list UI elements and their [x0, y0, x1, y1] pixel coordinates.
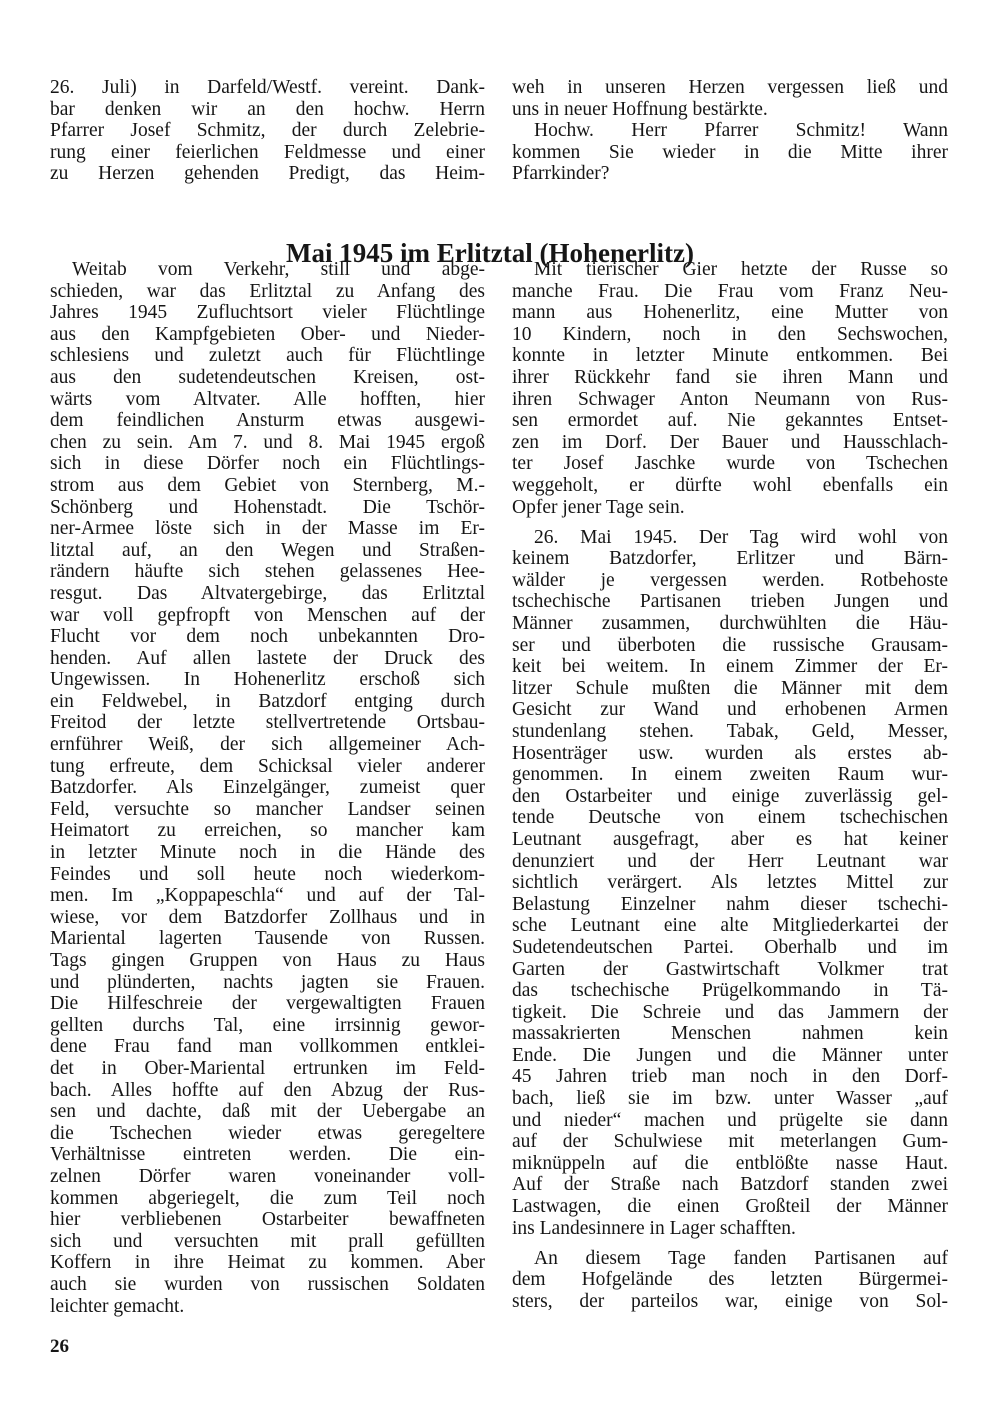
text-line: auch sie wurden von russischen Soldaten: [50, 1273, 485, 1295]
text-line: massakrierten Menschen nahmen kein: [512, 1023, 948, 1045]
text-line: det in Ober-Mariental ertrunken im Feld-: [50, 1057, 485, 1079]
text-line: litztal auf, an den Wegen und Straßen-: [50, 539, 485, 561]
paragraph: [50, 77, 485, 185]
text-line: sche Leutnant eine alte Mitgliederkartei der: [512, 915, 948, 937]
text-line: leichter gemacht.: [50, 1295, 185, 1317]
text-line: Gesicht zur Wand und erhobenen Armen: [512, 699, 948, 721]
page-number: 26: [50, 1336, 69, 1357]
text-line: kommen Sie wieder in die Mitte ihrer: [512, 141, 948, 163]
text-line: Hosenträger usw. wurden als erstes ab-: [512, 742, 948, 764]
text-line: zelnen Dörfer waren voneinander voll-: [50, 1165, 485, 1187]
text-line: Belastung Einzelner nahm dieser tschechi-: [512, 893, 948, 915]
text-line: Schönberg und Hohenstadt. Die Tschör-: [50, 496, 485, 518]
text-line: Mit tierischer Gier hetzte der Russe so: [534, 259, 948, 280]
text-line: und plünderten, nachts jagten sie Frauen.: [50, 971, 485, 993]
text-line: schieden, war das Erlitztal zu Anfang des: [50, 280, 485, 302]
text-line: Pfarrkinder?: [512, 163, 610, 185]
paragraph: [512, 527, 948, 1240]
text-line: mann aus Hohenerlitz, eine Mutter von: [512, 302, 948, 324]
text-line: manche Frau. Die Frau vom Franz Neu-: [512, 280, 948, 302]
text-line: men. Im „Koppapeschla“ und auf der Tal-: [50, 885, 485, 907]
text-line: An diesem Tage fanden Partisanen auf: [534, 1247, 948, 1269]
text-line: rändern häufte sich stehen gelassenes Hee-: [50, 561, 485, 583]
intro-column-left: [50, 77, 485, 185]
text-line: zu Herzen gehenden Predigt, das Heim-: [50, 163, 485, 185]
text-line: 45 Jahren trieb man noch in den Dorf-: [512, 1066, 948, 1088]
text-line: tschechische Partisanen trieben Jungen und: [512, 591, 948, 613]
text-line: Hochw. Herr Pfarrer Schmitz! Wann: [534, 120, 948, 142]
text-line: sich und versuchten mit prall gefüllten: [50, 1230, 485, 1252]
text-line: chen zu sein. Am 7. und 8. Mai 1945 ergoß: [50, 431, 485, 453]
text-line: bach, ließ sie im bzw. unter Wasser „auf: [512, 1088, 948, 1110]
text-line: miknüppeln auf die entblößte nasse Haut.: [512, 1152, 948, 1174]
text-line: konnte in letzter Minute entkommen. Bei: [512, 345, 948, 367]
text-line: aus den Kampfgebieten Ober- und Nieder-: [50, 323, 485, 345]
text-line: gellten durchs Tal, eine irrsinnig gewor-: [50, 1014, 485, 1036]
text-line: Männer zusammen, durchwühlten die Häu-: [512, 613, 948, 634]
intro-column-right: [512, 77, 948, 185]
text-line: Ungewissen. In Hohenerlitz erschoß sich: [50, 669, 485, 691]
text-line: bar denken wir an den hochw. Herrn: [50, 98, 485, 120]
text-line: Mariental lagerten Tausende von Russen.: [50, 928, 485, 950]
text-line: sen und dachte, daß mit der Uebergabe an: [50, 1101, 485, 1123]
text-line: ser und überboten die russische Grausam-: [512, 634, 948, 656]
text-line: Jahres 1945 Zufluchtsort vieler Flüchtlinge: [50, 302, 485, 324]
text-line: Batzdorfer. Als Einzelgänger, zumeist quer: [50, 777, 485, 799]
paragraph: [512, 1248, 948, 1313]
text-line: Feld, versuchte so mancher Landser seinen: [50, 798, 485, 820]
text-line: wälder je vergessen werden. Rotbehoste: [512, 569, 948, 591]
text-line: Weitab vom Verkehr, still und abge-: [72, 259, 485, 280]
text-line: in letzter Minute noch in die Hände des: [50, 842, 485, 864]
text-line: dem Hofgelände des letzten Bürgermei-: [512, 1269, 948, 1291]
text-line: Garten der Gastwirtschaft Volkmer trat: [512, 958, 948, 980]
text-line: den Ostarbeiter und einige zuverlässig gel-: [512, 785, 948, 807]
text-line: strom aus dem Gebiet von Sternberg, M.-: [50, 474, 485, 496]
text-line: henden. Auf allen lastete der Druck des: [50, 647, 485, 669]
text-line: Auf der Straße nach Batzdorf standen zwei: [512, 1174, 948, 1196]
text-line: tigkeit. Die Schreie und das Jammern der: [512, 1001, 948, 1023]
text-line: tung erfreute, dem Schicksal vieler anderer: [50, 755, 485, 777]
text-line: sen ermordet auf. Nie gekanntes Entset-: [512, 410, 948, 432]
text-line: sich in diese Dörfer noch ein Flüchtlings-: [50, 453, 485, 475]
text-line: dene Frau fand man vollkommen entklei-: [50, 1036, 485, 1058]
text-line: stundenlang stehen. Tabak, Geld, Messer,: [512, 720, 948, 742]
text-line: 10 Kindern, noch in den Sechswochen,: [512, 323, 948, 345]
article-column-right: [512, 259, 948, 1313]
text-line: Verhältnisse eintreten werden. Die ein-: [50, 1144, 485, 1166]
article-title: Mai 1945 im Erlitztal (Hohenerlitz): [286, 238, 694, 269]
text-line: Leutnant ausgefragt, aber es hat keiner: [512, 828, 948, 850]
text-line: ter Josef Jaschke wurde von Tschechen: [512, 453, 948, 475]
text-line: ernführer Weiß, der sich allgemeiner Ach-: [50, 734, 485, 756]
text-line: weggeholt, er dürfte wohl ebenfalls ein: [512, 474, 948, 496]
article-column-left: [50, 259, 485, 1317]
text-line: keinem Batzdorfer, Erlitzer und Bärn-: [512, 548, 948, 570]
text-line: war voll gepfropft von Menschen auf der: [50, 604, 485, 626]
text-line: ein Feldwebel, in Batzdorf entging durch: [50, 690, 485, 712]
text-line: Sudetendeutschen Partei. Oberhalb und im: [512, 936, 948, 958]
paragraph: [512, 77, 948, 120]
paragraph: [512, 120, 948, 185]
text-line: genommen. In einem zweiten Raum wur-: [512, 764, 948, 786]
text-line: rung einer feierlichen Feldmesse und einer: [50, 141, 485, 163]
text-line: weh in unseren Herzen vergessen ließ und: [512, 77, 948, 98]
text-line: litzer Schule mußten die Männer mit dem: [512, 677, 948, 699]
text-line: das tschechische Prügelkommando in Tä-: [512, 980, 948, 1002]
text-line: dem feindlichen Ansturm etwas ausgewi-: [50, 410, 485, 432]
text-line: 26. Mai 1945. Der Tag wird wohl von: [534, 526, 948, 548]
text-line: Opfer jener Tage sein.: [512, 496, 685, 518]
text-line: und nieder“ machen und prügelte sie dann: [512, 1109, 948, 1131]
paragraph: [50, 259, 485, 1317]
text-line: die Tschechen wieder etwas geregeltere: [50, 1122, 485, 1144]
text-line: Koffern in ihre Heimat zu kommen. Aber: [50, 1252, 485, 1274]
text-line: denunziert und der Herr Leutnant war: [512, 850, 948, 872]
text-line: tende Deutsche von einem tschechischen: [512, 807, 948, 829]
text-line: wiese, vor dem Batzdorfer Zollhaus und in: [50, 906, 485, 928]
paragraph: [512, 259, 948, 518]
text-line: auf der Schulwiese mit meterlangen Gum-: [512, 1131, 948, 1153]
text-line: ins Landesinnere in Lager schafften.: [512, 1217, 796, 1239]
text-line: schlesiens und zuletzt auch für Flüchtlinge: [50, 345, 485, 367]
text-line: Feindes und soll heute noch wiederkom-: [50, 863, 485, 885]
text-line: kommen abgeriegelt, die zum Teil noch: [50, 1187, 485, 1209]
text-line: wärts vom Altvater. Alle hofften, hier: [50, 388, 485, 410]
text-line: sichtlich verärgert. Als letztes Mittel zur: [512, 872, 948, 894]
text-line: Heimatort zu erreichen, so mancher kam: [50, 820, 485, 842]
text-line: Freitod der letzte stellvertretende Ortsbau-: [50, 712, 485, 734]
text-line: Die Hilfeschreie der vergewaltigten Frauen: [50, 993, 485, 1015]
text-line: Tags gingen Gruppen von Haus zu Haus: [50, 950, 485, 971]
text-line: Ende. Die Jungen und die Männer unter: [512, 1044, 948, 1066]
text-line: ner-Armee löste sich in der Masse im Er-: [50, 518, 485, 540]
text-line: 26. Juli) in Darfeld/Westf. vereint. Dank-: [50, 77, 485, 98]
text-line: aus den sudetendeutschen Kreisen, ost-: [50, 366, 485, 388]
text-line: Lastwagen, die einen Großteil der Männer: [512, 1196, 948, 1218]
text-line: hier verbliebenen Ostarbeiter bewaffneten: [50, 1209, 485, 1231]
text-line: uns in neuer Hoffnung bestärkte.: [512, 98, 768, 120]
text-line: Flucht vor dem noch unbekannten Dro-: [50, 626, 485, 648]
text-line: zen im Dorf. Der Bauer und Hausschlach-: [512, 431, 948, 453]
text-line: bach. Alles hoffte auf den Abzug der Rus-: [50, 1079, 485, 1101]
text-line: ihrer Rückkehr fand sie ihren Mann und: [512, 366, 948, 388]
text-line: ihren Schwager Anton Neumann von Rus-: [512, 388, 948, 410]
text-line: sters, der parteilos war, einige von Sol-: [512, 1290, 948, 1312]
text-line: keit bei weitem. In einem Zimmer der Er-: [512, 656, 948, 678]
text-line: Pfarrer Josef Schmitz, der durch Zelebrie-: [50, 120, 485, 142]
text-line: resgut. Das Altvatergebirge, das Erlitztal: [50, 582, 485, 604]
